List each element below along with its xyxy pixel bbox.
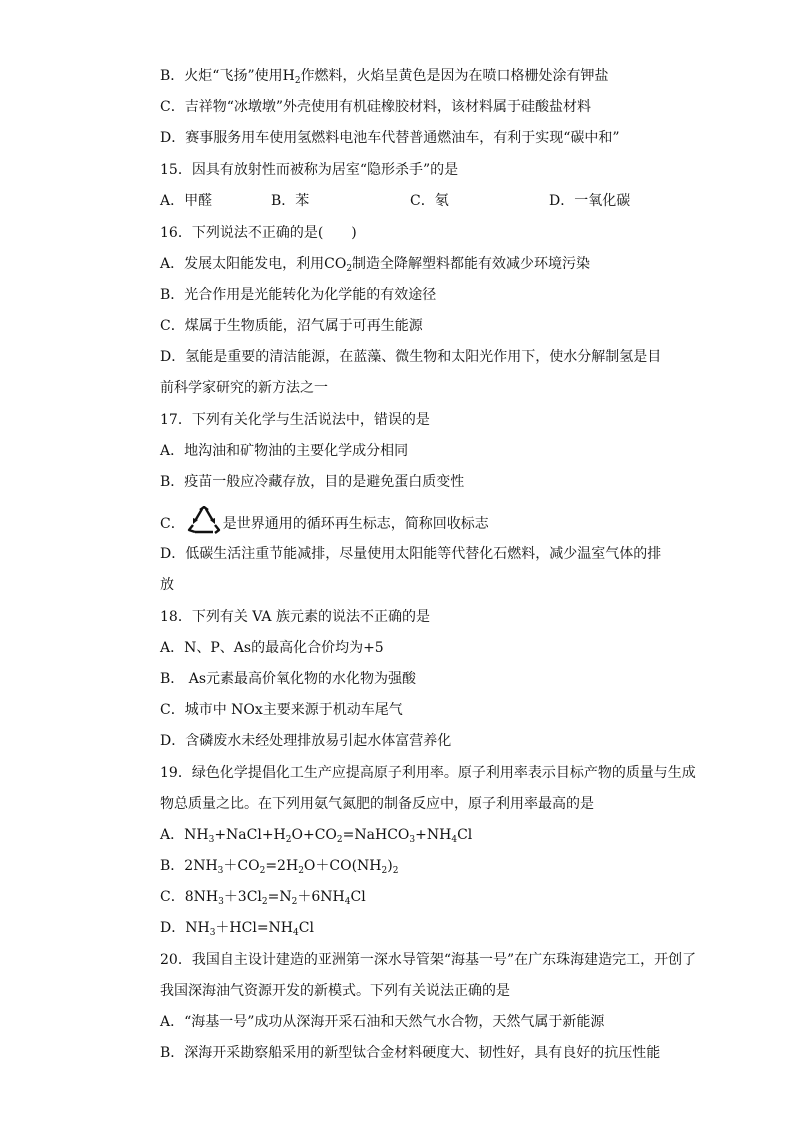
q19-option-c: C．$8NH_3+3Cl_2=N_2+6NH_4Cl$	[160, 889, 366, 907]
q18-option-d: D．含磷废水未经处理排放易引起水体富营养化	[160, 733, 452, 749]
q15-option-b: B．苯	[271, 193, 310, 209]
q17-option-c: C． 是世界通用的循环再生标志，简称回收标志	[160, 506, 489, 542]
q17-option-d-line1: D．低碳生活注重节能减排，尽量使用太阳能等代替化石燃料，减少温室气体的排	[160, 546, 662, 562]
q19-stem-line2: 物总质量之比。在下列用氨气氮肥的制备反应中，原子利用率最高的是	[160, 796, 594, 812]
q18-option-c: C．城市中 NOx主要来源于机动车尾气	[160, 702, 403, 718]
q20-stem-line1: 20．我国自主设计建造的亚洲第一深水导管架“海基一号”在广东珠海建造完工，开创了	[160, 952, 697, 968]
q19-option-a: A．$NH_3+NaCl+H_2O+CO_2=NaHCO_3+NH_4Cl$	[160, 827, 473, 845]
recycle-icon	[187, 506, 221, 542]
q14-option-d: D．赛事服务用车使用氢燃料电池车代替普通燃油车，有利于实现“碳中和”	[160, 130, 620, 146]
q15-option-c: C．氡	[410, 193, 449, 209]
q20-stem-line2: 我国深海油气资源开发的新模式。下列有关说法正确的是	[160, 983, 510, 999]
q19-stem-line1: 19．绿色化学提倡化工生产应提高原子利用率。原子利用率表示目标产物的质量与生成	[160, 765, 696, 781]
q20-option-a: A．“海基一号”成功从深海开采石油和天然气水合物，天然气属于新能源	[160, 1014, 605, 1030]
q18-option-a: A．N、P、As的最高化合价均为+5	[160, 640, 384, 656]
q16-option-c: C．煤属于生物质能，沼气属于可再生能源	[160, 318, 423, 334]
q19-option-b: B．$2NH_3+CO_2=2H_2O+CO(NH_2)_2$	[160, 858, 399, 876]
q16-option-b: B．光合作用是光能转化为化学能的有效途径	[160, 287, 437, 303]
q17-option-b: B．疫苗一般应冷藏存放，目的是避免蛋白质变性	[160, 474, 465, 490]
q16-option-d-line2: 前科学家研究的新方法之一	[160, 380, 328, 396]
q15-option-a: A．甲醛	[160, 193, 213, 209]
q15-option-d: D．一氧化碳	[549, 193, 631, 209]
q16-option-a: A．发展太阳能发电，利用$CO_2$制造全降解塑料都能有效减少环境污染	[160, 256, 591, 274]
q18-option-b: B． As元素最高价氧化物的水化物为强酸	[160, 671, 417, 687]
q19-option-d: D．$NH_3+HCl=NH_4Cl$	[160, 920, 314, 938]
q14-option-b: B．火炬“飞扬”使用$H_2$作燃料，火焰呈黄色是因为在喷口格栅处涂有钾盐	[160, 68, 609, 86]
q15-stem: 15．因具有放射性而被称为居室“隐形杀手”的是	[160, 162, 459, 178]
q17-option-d-line2: 放	[160, 577, 174, 593]
q17-stem: 17．下列有关化学与生活说法中，错误的是	[160, 412, 430, 428]
q14-option-c: C．吉祥物“冰墩墩”外壳使用有机硅橡胶材料，该材料属于硅酸盐材料	[160, 99, 592, 115]
q20-option-b: B．深海开采勘察船采用的新型钛合金材料硬度大、韧性好，具有良好的抗压性能	[160, 1045, 661, 1061]
q17-option-a: A．地沟油和矿物油的主要化学成分相同	[160, 443, 409, 459]
q18-stem: 18．下列有关 VA 族元素的说法不正确的是	[160, 609, 430, 625]
q16-option-d-line1: D．氢能是重要的清洁能源，在蓝藻、微生物和太阳光作用下，使水分解制氢是目	[160, 349, 662, 365]
q16-stem: 16．下列说法不正确的是( )	[160, 225, 357, 241]
